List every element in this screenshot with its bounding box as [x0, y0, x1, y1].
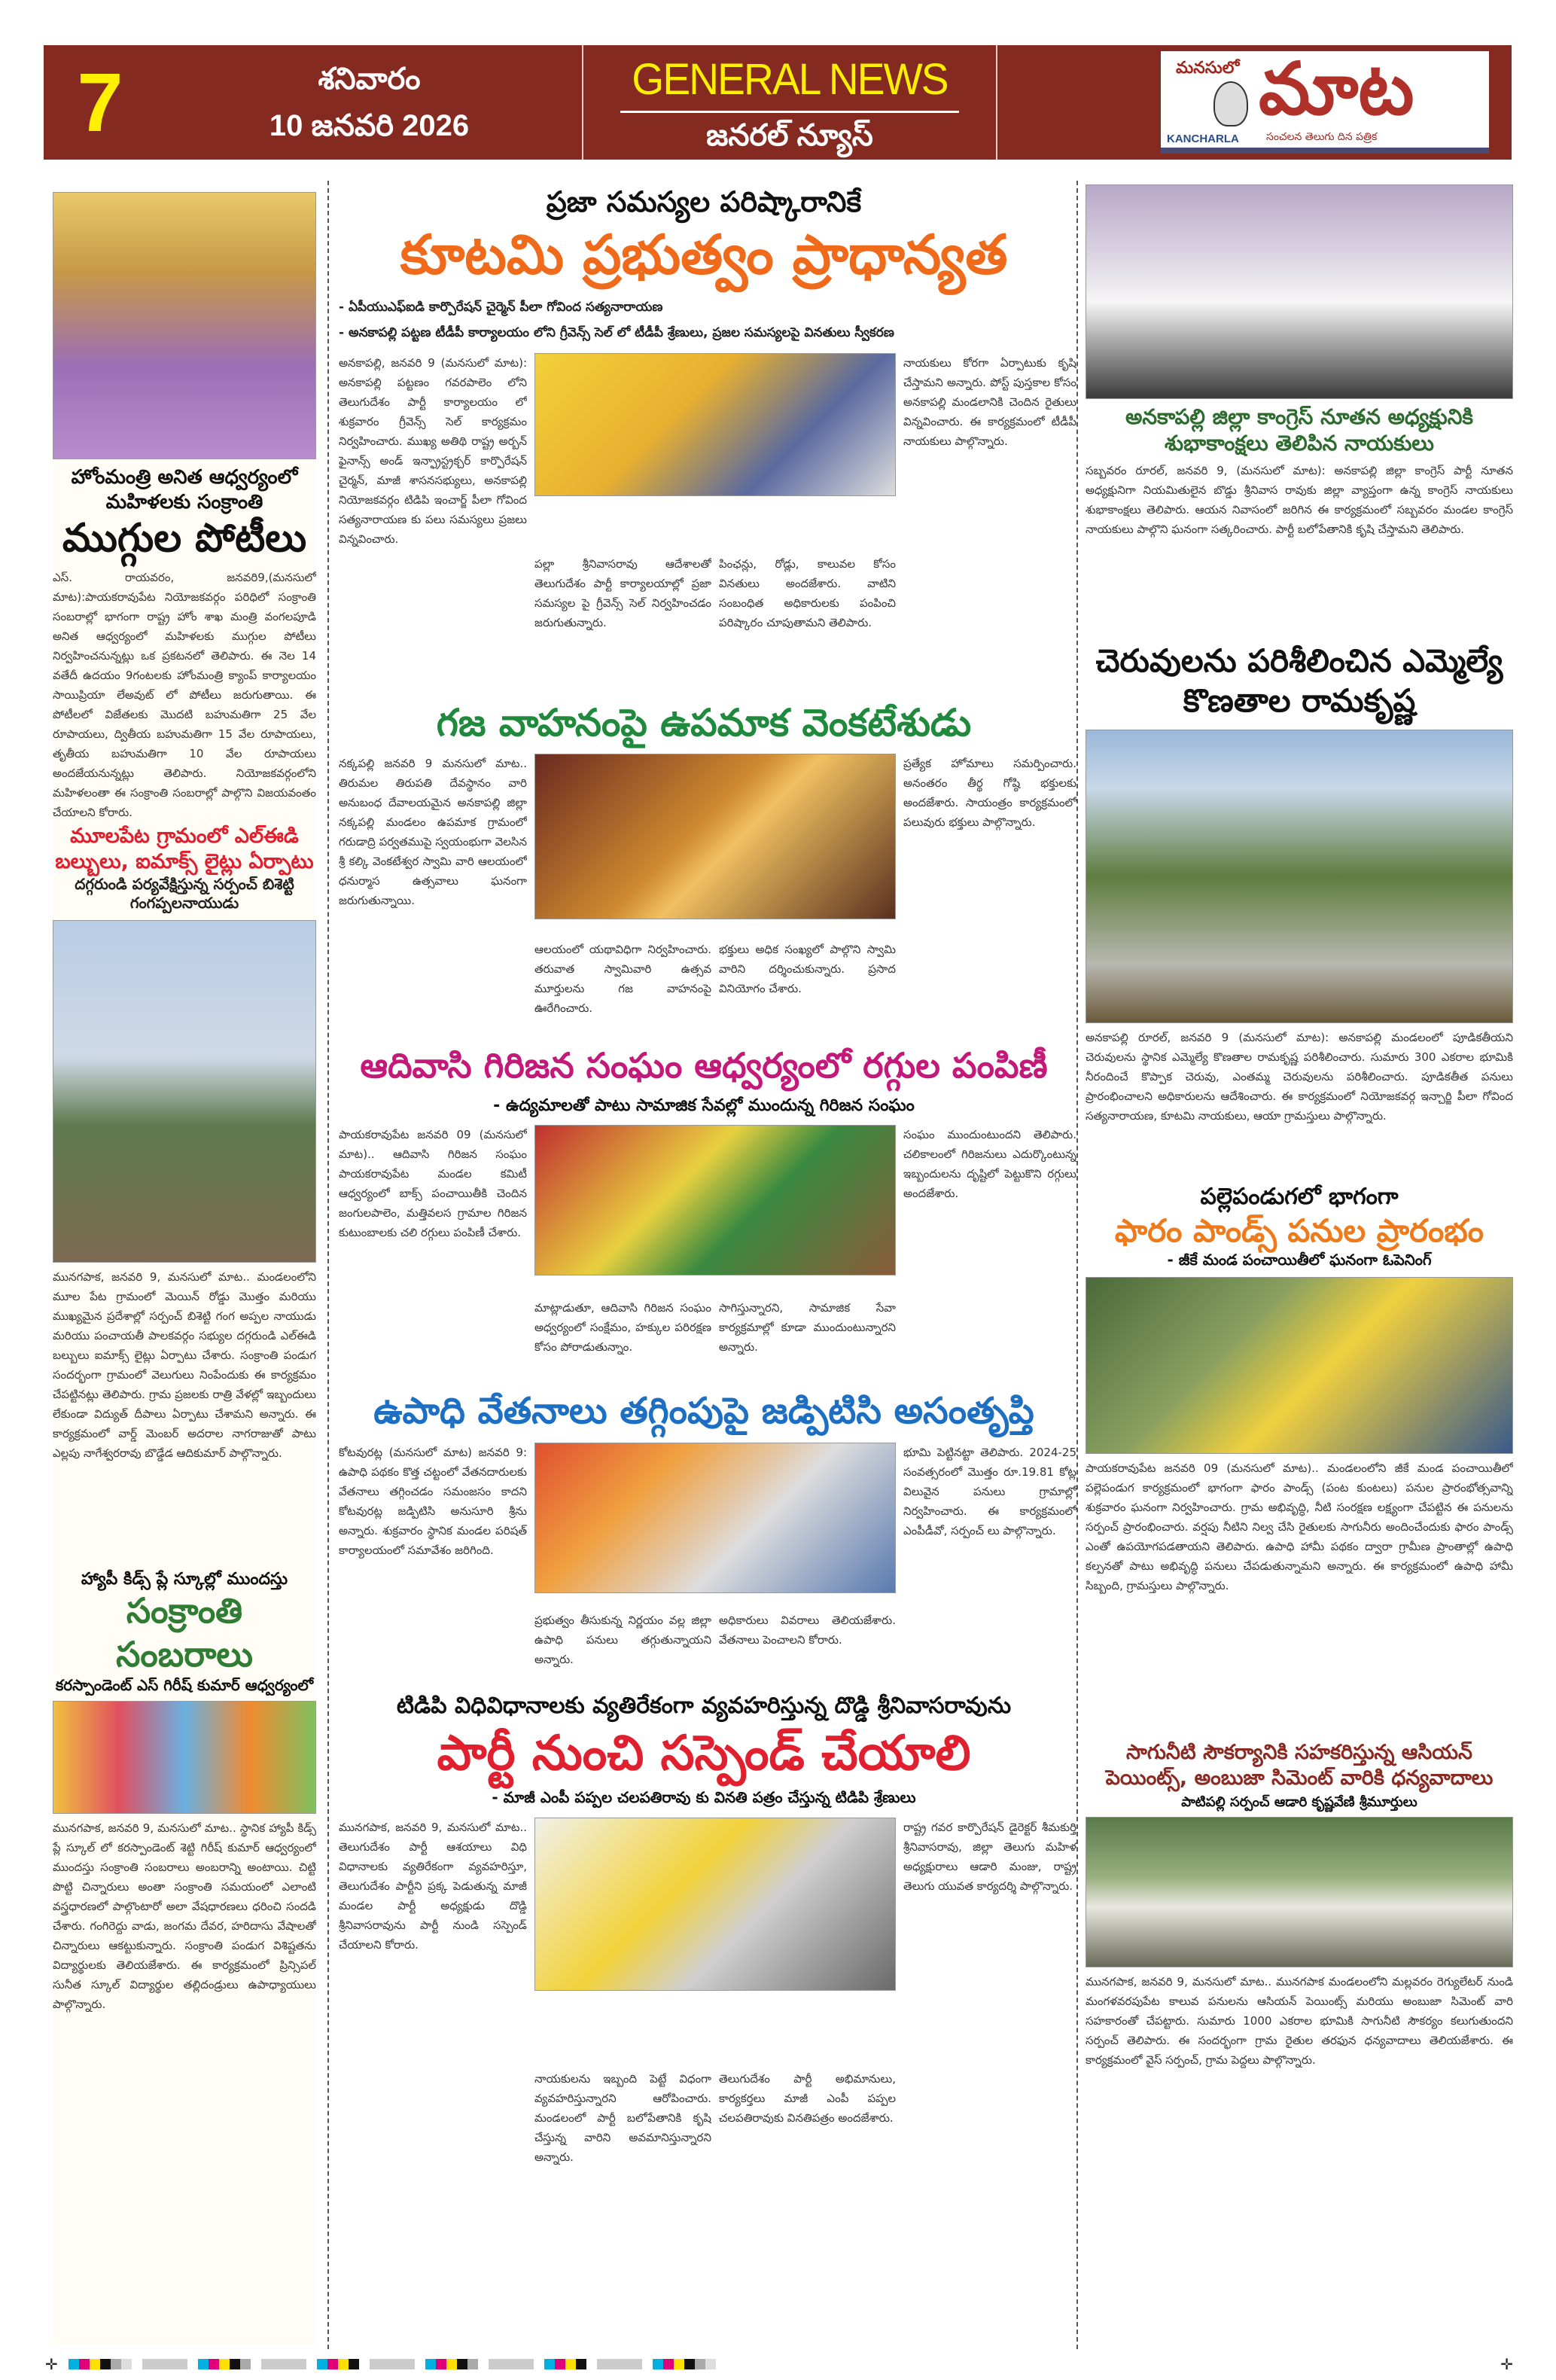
color-swatch: [489, 2359, 534, 2369]
color-swatch: [597, 2359, 642, 2369]
logo-small-text: మనసులో: [1176, 59, 1240, 78]
masthead-date-block: [44, 45, 583, 160]
article-body: మునగపాక, జనవరి 9, మనసులో మాట.. తెలుగుదేశం పార్టీ ఆశయాలు విధి విధానాలకు వ్యతిరేకంగా వ్యవహరిస్తూ, తెలుగుదేశం పార్టీని ప్రక్క పెడుతున్న మాజీ మండల పార్టీ అధ్యక్షుడు దొడ్డి శ్రీనివాసరావును పార్టీ నుండి సస్పెండ్ చేయాలని కోరారు.: [339, 1820, 527, 1952]
headline: సంక్రాంతి సంబరాలు: [116, 1590, 253, 1675]
article: [339, 1443, 1076, 1680]
headline: ఉపాధి వేతనాలు తగ్గింపుపై జడ్పిటిసి అసంతృప్తి: [373, 1390, 1034, 1432]
photo-grievance-cell: [534, 353, 896, 496]
subheadline: - అనకాపల్లి పట్టణ టీడీపీ కార్యాలయం లోని గ్రీవెన్స్ సెల్ లో టీడీపీ శ్రేణులు, ప్రజల సమస్యలపై వినతులు స్వీకరణ: [339, 325, 894, 340]
subheadline: దగ్గరుండి పర్యవేక్షిస్తున్న సర్పంచ్ బిశెట్టి గంగప్పలనాయుడు: [75, 874, 294, 912]
article-body: సాగిస్తున్నారని, సామాజిక సేవా కార్యక్రమాల్లో కూడా ముందుంటున్నారని అన్నారు.: [719, 1301, 896, 1354]
section-title-te: జనరల్ న్యూస్: [706, 119, 873, 152]
color-swatch: [653, 2359, 716, 2369]
color-swatch: [317, 2359, 359, 2369]
article-body: అధికారులు వివరాలు తెలియజేశారు. వేతనాలు పెంచాలని కోరారు.: [719, 1613, 896, 1647]
headline: గజ వాహనంపై ఉపమాక వెంకటేశుడు: [436, 700, 972, 745]
headline: మూలపేట గ్రామంలో ఎల్ఈడి బల్బులు, ఐమాక్స్ లైట్లు ఏర్పాటు: [55, 824, 314, 873]
article-body: నక్కపల్లి జనవరి 9 మనసులో మాట.. తిరుమల తిరుపతి దేవస్థానం వారి అనుబంధ దేవాలయమైన అనకాపల్లి జిల్లా నక్కపల్లి మండలం ఉపమాక గ్రామంలో గరుడాద్రి పర్వతముపై స్వయంభుగా వెలసిన శ్రీ కల్కి వెంకటేశ్వర స్వామి వారి ఆలయంలో ధనుర్మాస ఉత్సవాలు ఘనంగా జరుగుతున్నాయి.: [339, 757, 527, 907]
color-swatch: [69, 2359, 132, 2369]
article-body: సబ్బవరం రూరల్, జనవరి 9, (మనసులో మాట): అనకాపల్లి జిల్లా కాంగ్రెస్ పార్టీ నూతన అధ్యక్షునిగా నియమితులైన బొడ్డు శ్రీనివాస రావుకు జిల్లా వ్యాప్తంగా ఉన్న కాంగ్రెస్ నాయకులు శుభాకాంక్షలు తెలిపారు. ఆయన నివాసంలో జరిగిన ఈ కార్యక్రమంలో సబ్బవరం మండల కాంగ్రెస్ నాయకులు పాల్గొని ఘనంగా సత్కరించారు. పార్టీ బలోపేతానికి కృషి చేస్తామని తెలిపారు.: [1086, 464, 1513, 536]
article-body: మునగపాక, జనవరి 9, మనసులో మాట.. మునగపాక మండలంలోని మల్లవరం రెగ్యులేటర్ నుండి మంగళవరపుపేట కాలువ పనులను ఆసియన్ పెయింట్స్ మరియు అంబుజా సిమెంట్ వారి సహకారంతో చేపట్టారు. సుమారు 1000 ఎకరాల భూమికి సాగునీటి సౌకర్యం కలుగుతుందని సర్పంచ్ తెలిపారు. ఈ సందర్భంగా గ్రామ రైతుల తరఫున ధన్యవాదాలు తెలియజేశారు. ఈ కార్యక్రమంలో వైస్ సర్పంచ్, గ్రామ పెద్దలు పాల్గొన్నారు.: [1086, 1975, 1513, 2067]
print-registration-bar: [45, 2355, 1513, 2373]
article-body: మాట్లాడుతూ, ఆదివాసి గిరిజన సంఘం అధ్వర్యంలో సంక్షేమం, హక్కుల పరిరక్షణ కోసం పోరాడుతున్నాం.: [534, 1301, 711, 1354]
article-body: భూమి పెట్టినట్టా తెలిపారు. 2024-25 సంవత్సరంలో మొత్తం రూ.19.81 కోట్ల విలువైన పనులు గ్రామాల్లో నిర్వహించారు. ఈ కార్యక్రమంలో ఎంపీడీవో, సర్పంచ్ లు పాల్గొన్నారు.: [903, 1446, 1076, 1537]
section-title-en: GENERAL NEWS: [632, 55, 948, 104]
subheadline: - ఏపీయుఎఫ్ఐడి కార్పొరేషన్ చైర్మెన్ పీలా గోవింద సత్యనారాయణ: [339, 299, 663, 315]
photo-congress-leaders: [1086, 184, 1513, 399]
article-body: ఆలయంలో యథావిధిగా నిర్వహించారు. తరువాత స్వామివారి ఉత్సవ మూర్తులను గజ వాహనంపై ఊరేగించారు.: [534, 943, 711, 1015]
photo-irrigation-canal: [1086, 1817, 1513, 1967]
page-number: 7: [77, 56, 123, 149]
headline: ముగ్గుల పోటీలు: [62, 516, 307, 561]
masthead: [44, 45, 1512, 160]
column-divider: [1076, 181, 1078, 2349]
article-body: ప్రత్యేక హోమాలు సమర్పించారు. అనంతరం తీర్థ గోష్ఠి భక్తులకు అందజేశారు. సాయంత్రం కార్యక్రమంలో పలువురు భక్తులు పాల్గొన్నారు.: [903, 757, 1076, 829]
middle-column: [339, 184, 1076, 2239]
photo-street-lights: [53, 920, 316, 1263]
article-body: తెలుగుదేశం పార్టీ అభిమానులు, కార్యకర్తలు మాజీ ఎంపీ పప్పల చలపతిరావుకు వినతిపత్రం అందజేశారు.: [719, 2071, 896, 2125]
article-body: మునగపాక, జనవరి 9, మనసులో మాట.. మండలంలోని మూల పేట గ్రామంలో మెయిన్ రోడ్డు మొత్తం మరియు ముఖ్యమైన ప్రదేశాల్లో సర్పంచ్ బిశెట్టి గంగ అప్పల నాయుడు మరియు పంచాయతీ పాలకవర్గం సభ్యుల దగ్గరుండి ఎల్ఈడి బల్బులు ఐమాక్స్ లైట్లు ఏర్పాటు చేశారు. సంక్రాంతి పండుగ సందర్భంగా గ్రామంలో వెలుగులు నింపేందుకు ఈ కార్యక్రమం చేపట్టినట్లు తెలిపారు. గ్రామ ప్రజలకు రాత్రి వేళల్లో ఇబ్బందులు లేకుండా విద్యుత్ దీపాలు ఏర్పాటు చేశామని అన్నారు. ఈ కార్యక్రమంలో వార్డ్ మెంబర్ అదరాల నాగరాజుతో పాటు ఎల్లపు నాగేశ్వరరావు బొడ్డేడ ఆదికుమార్ పాల్గొన్నారు.: [53, 1269, 316, 1460]
headline-kicker: హ్యాపీ కిడ్స్ ప్లే స్కూల్లో ముందస్తు: [81, 1569, 288, 1589]
divider: [620, 111, 959, 113]
article-body: సంఘం ముందుంటుందని తెలిపారు. చలికాలంలో గిరిజనులు ఎదుర్కొంటున్న ఇబ్బందులను దృష్టిలో పెట్టుకొని రగ్గులు అందజేశారు.: [903, 1128, 1076, 1200]
day-label: శనివారం: [318, 62, 421, 96]
right-column: [1086, 184, 1513, 2235]
article: [339, 754, 1076, 1032]
article-body: మునగపాక, జనవరి 9, మనసులో మాట.. స్థానిక హ్యాపీ కిడ్స్ ప్లే స్కూల్ లో కరస్పాండెంట్ శెట్టి గిరీష్ కుమార్ ఆధ్వర్యంలో ముందస్తు సంక్రాంతి సంబరాలు అంబరాన్ని అంటాయి. చిట్టి పొట్టి చిన్నారులు అంతా సంక్రాంతి సమయంలో ఎలాంటి వస్త్రధారణలో పాల్గొంటారో అలా వేషధారణలు ధరించి సందడి చేశారు. గంగిరెద్దు వాడు, జంగమ దేవర, హరిదాసు వేషాలతో చిన్నారులు ఆకట్టుకున్నారు. సంక్రాంతి పండుగ విశిష్టతను విద్యార్థులకు తెలియజేశారు. ఈ కార్యక్రమంలో ప్రిన్సిపల్ సునీత స్కూల్ విద్యార్థుల తల్లిదండ్రులు ఉపాధ్యాయులు పాల్గొన్నారు.: [53, 1821, 316, 2011]
headline: కూటమి ప్రభుత్వం ప్రాధాన్యత: [400, 222, 1008, 286]
photo-school-kids: [53, 1701, 316, 1814]
headline-kicker: పల్లెపండుగలో భాగంగా: [1200, 1184, 1399, 1210]
headline: చెరువులను పరిశీలించిన ఎమ్మెల్యే కొణతాల రామకృష్ణ: [1095, 642, 1503, 719]
article-body: పల్లా శ్రీనివాసరావు ఆదేశాలతో తెలుగుదేశం పార్టీ కార్యాలయాల్లో ప్రజా సమస్యల పై గ్రీవెన్స్ సెల్ నిర్వహించడం జరుగుతున్నారు.: [534, 556, 711, 629]
headline-kicker: మహిళలకు సంక్రాంతి: [105, 490, 263, 513]
article-body: నాయకులను ఇబ్బంది పెట్టే విధంగా వ్యవహరిస్తున్నారని ఆరోపించారు. మండలంలో పార్టీ బలోపేతానికి కృషి చేస్తున్న వారిని అవమానిస్తున్నారని అన్నారు.: [534, 2071, 711, 2164]
headline: ఫారం పాండ్స్ పనుల ప్రారంభం: [1114, 1211, 1484, 1249]
crosshair-icon: ✛: [1500, 2355, 1513, 2373]
section-title: [583, 45, 997, 160]
article: [339, 353, 1076, 684]
subheadline: - జీకే మండ పంచాయితీలో ఘనంగా ఓపెనింగ్: [1167, 1251, 1432, 1269]
color-swatch: [544, 2359, 586, 2369]
headline-kicker: హోంమంత్రి అనిత ఆధ్వర్యంలో: [71, 466, 298, 489]
photo-blanket-distribution: [534, 1125, 896, 1275]
subheadline: - ఉద్యమాలతో పాటు సామాజిక సేవల్లో ముందున్న గిరిజన సంఘం: [493, 1096, 915, 1115]
subheadline: - మాజీ ఎంపీ పప్పల చలపతిరావు కు వినతి పత్రం చేస్తున్న టిడిపి శ్రేణులు: [492, 1787, 916, 1806]
logo-title: మాట: [1259, 47, 1414, 131]
color-swatch: [142, 2359, 187, 2369]
article-body: భక్తులు అధిక సంఖ్యలో పాల్గొని స్వామి వారిని దర్శించుకున్నారు. ప్రసాద వినియోగం చేశారు.: [719, 943, 896, 995]
article: [339, 1125, 1076, 1373]
color-swatch: [370, 2359, 415, 2369]
color-swatch: [261, 2359, 306, 2369]
article-body: పాయకరావుపేట జనవరి 09 (మనసులో మాట).. ఆదివాసి గిరిజన సంఘం పాయకరావుపేట మండల కమిటీ ఆధ్వర్యంలో బాక్స్ పంచాయితీకి చెందిన జంగులపాలెం, మత్తివలస గ్రామాల గిరిజన కుటుంబాలకు చలి రగ్గులు పంపిణీ చేశారు.: [339, 1128, 527, 1239]
newspaper-logo: [1161, 47, 1489, 154]
subheadline: కరస్పాండెంట్ ఎస్ గిరీష్ కుమార్ ఆధ్వర్యంలో: [55, 1676, 314, 1694]
photo-temple-procession: [534, 754, 896, 919]
photo-mla-inspection: [1086, 730, 1513, 1023]
headline: అనకాపల్లి జిల్లా కాంగ్రెస్ నూతన అధ్యక్షునికి శుభాకాంక్షలు తెలిపిన నాయకులు: [1125, 404, 1473, 456]
article-body: అనకాపల్లి, జనవరి 9 (మనసులో మాట): అనకాపల్లి పట్టణం గవరపాలెం లోని తెలుగుదేశం పార్టీ కార్యాలయం లో శుక్రవారం గ్రీవెన్స్ సెల్ కార్యక్రమం నిర్వహించారు. ముఖ్య అతిథి రాష్ట్ర అర్బన్ ఫైనాన్స్ అండ్ ఇన్ఫ్రాస్ట్రక్చర్ కార్పొరేషన్ చైర్మన్, మాజీ శాసనసభ్యులు, అనకాపల్లి నియోజకవర్గం టిడిపి ఇంచార్జ్ పీలా గోవింద సత్యనారాయణ కు పలు సమస్యలు ప్రజలు విన్నవించారు.: [339, 355, 527, 546]
photo-farm-ponds: [1086, 1277, 1513, 1454]
article-body: రాష్ట్ర గవర కార్పొరేషన్ డైరెక్టర్ శీమకుర్తి శ్రీనివాసరావు, జిల్లా తెలుగు మహిళ అధ్యక్షురాలు ఆడారి మంజు, రాష్ట్ర తెలుగు యువత కార్యదర్శి పాల్గొన్నారు.: [903, 1820, 1076, 1893]
logo-tagline: సంచలన తెలుగు దిన పత్రిక: [1266, 131, 1378, 143]
subheadline: పాటిపల్లి సర్పంచ్ ఆడారి కృష్ణవేణి శ్రీమూర్తులు: [1181, 1793, 1417, 1810]
article-body: అనకాపల్లి రూరల్, జనవరి 9 (మనసులో మాట): అనకాపల్లి మండలంలో పూడికతీయని చెరువులను స్థానిక ఎమ్మెల్యే కొణతాల రామకృష్ణ పరిశీలించారు. సుమారు 300 ఎకరాల భూమికి నీరందించే కొప్పాక చెరువు, ఎంతమ్మ చెరువులను పరిశీలించారు. పూడికతీత పనులు ప్రారంభించాలని అధికారులను ఆదేశించారు. ఈ కార్యక్రమంలో నియోజకవర్గ ఇన్చార్జి పీలా గోవింద సత్యనారాయణ, కూటమి నాయకులు, ఆయా గ్రామస్తులు పాల్గొన్నారు.: [1086, 1031, 1513, 1123]
headline: సాగునీటి సౌకర్యానికి సహకరిస్తున్న ఆసియన్ పెయింట్స్, అంబుజా సిమెంట్ వారికి ధన్యవాదాలు: [1105, 1741, 1494, 1790]
article-body: పాయకరావుపేట జనవరి 09 (మనసులో మాట).. మండలంలోని జీకే మండ పంచాయితీలో పల్లెపండుగ కార్యక్రమంలో భాగంగా ఫారం పాండ్స్ (పంట కుంటలు) పనుల ప్రారంభోత్సవాన్ని శుక్రవారం ఘనంగా నిర్వహించారు. గ్రామ అభివృద్ధి, నీటి సంరక్షణ లక్ష్యంగా చేపట్టిన ఈ పనులను సర్పంచ్ ప్రారంభించారు. వర్షపు నీటిని నిల్వ చేసి రైతులకు సాగునీరు అందించేందుకు ఫారం పాండ్స్ ఎంతో ఉపయోగపడతాయని తెలిపారు. ఉపాధి హామీ పథకం ద్వారా గ్రామీణ ప్రాంతాల్లో ఉపాధి కల్పనతో పాటు అభివృద్ధి పనులు చేపడుతున్నామని అన్నారు. ఈ కార్యక్రమంలో ఉపాధి హామీ సిబ్బంది, గ్రామస్తులు పాల్గొన్నారు.: [1086, 1461, 1513, 1592]
article-body: కోటవురట్ల (మనసులో మాట) జనవరి 9: ఉపాధి పథకం కొత్త చట్టంలో వేతనదారులకు వేతనాలు తగ్గించడం సమంజసం కాదని కోటవురట్ల జడ్పిటిసి అనుసూరి శ్రీను అన్నారు. శుక్రవారం స్థానిక మండల పరిషత్ కార్యాలయంలో సమావేశం జరిగింది.: [339, 1446, 527, 1557]
logo-portrait-icon: [1213, 81, 1248, 126]
left-column: [53, 192, 316, 2345]
photo-minister: [53, 192, 316, 459]
date-label: 10 జనవరి 2026: [269, 109, 470, 142]
photo-meeting: [534, 1443, 896, 1593]
logo-brand: KANCHARLA: [1167, 133, 1239, 145]
photo-memorandum: [534, 1818, 896, 1991]
article-body: ప్రభుత్వం తీసుకున్న నిర్ణయం వల్ల జిల్లా ఉపాధి పనులు తగ్గుతున్నాయని అన్నారు.: [534, 1613, 711, 1666]
headline: ఆదివాసి గిరిజన సంఘం ఆధ్వర్యంలో రగ్గుల పంపిణీ: [360, 1045, 1048, 1086]
headline-kicker: ప్రజా సమస్యల పరిష్కారానికే: [546, 185, 862, 218]
column-divider: [327, 181, 329, 2349]
headline: పార్టీ నుంచి సస్పెండ్ చేయాలి: [437, 1725, 971, 1781]
color-swatch: [425, 2359, 478, 2369]
color-swatch: [198, 2359, 251, 2369]
article-body: ఎస్. రాయవరం, జనవరి9,(మనసులో మాట):పాయకరావుపేట నియోజకవర్గం పరిధిలో సంక్రాంతి సంబరాల్లో భాగంగా రాష్ట్ర హోం శాఖ మంత్రి వంగలపూడి అనిత ఆధ్వర్యంలో మహిళలకు ముగ్గుల పోటీలు నిర్వహించనున్నట్లు ఒక ప్రకటనలో తెలిపారు. ఈ నెల 14 వతేదీ ఉదయం 9గంటలకు హోంమంత్రి క్యాంప్ కార్యాలయం సాయిప్రియా లేఅవుట్ లో పోటీలు జరుగుతాయి. ఈ పోటీలలో విజేతలకు మొదటి బహుమతిగా 25 వేల రూపాయలు, ద్వితీయ బహుమతిగా 15 వేల రూపాయలు, తృతీయ బహుమతిగా 10 వేల రూపాయలు అందజేయనున్నట్లు తెలిపారు. నియోజకవర్గంలోని మహిళలంతా ఈ సంక్రాంతి సంబరాల్లో పాల్గొని విజయవంతం చేయాలని కోరారు.: [53, 571, 316, 819]
article-body: నాయకులు కోరగా ఏర్పాటుకు కృషి చేస్తామని అన్నారు. పోస్ట్ పుస్తకాల కోసం అనకాపల్లి మండలానికి చెందిన రైతులు విన్నవించారు. ఈ కార్యక్రమంలో టీడీపీ నాయకులు పాల్గొన్నారు.: [903, 355, 1076, 448]
headline-kicker: టిడిపి విధివిధానాలకు వ్యతిరేకంగా వ్యవహరిస్తున్న దొడ్డి శ్రీనివాసరావును: [396, 1693, 1012, 1719]
crosshair-icon: ✛: [45, 2355, 58, 2373]
article-body: పింఛన్లు, రోడ్లు, కాలువల కోసం వినతులు అందజేశారు. వాటిని సంబంధిత అధికారులకు పంపించి పరిష్కారం చూపుతామని తెలిపారు.: [719, 556, 896, 629]
article: [339, 1818, 1076, 2239]
